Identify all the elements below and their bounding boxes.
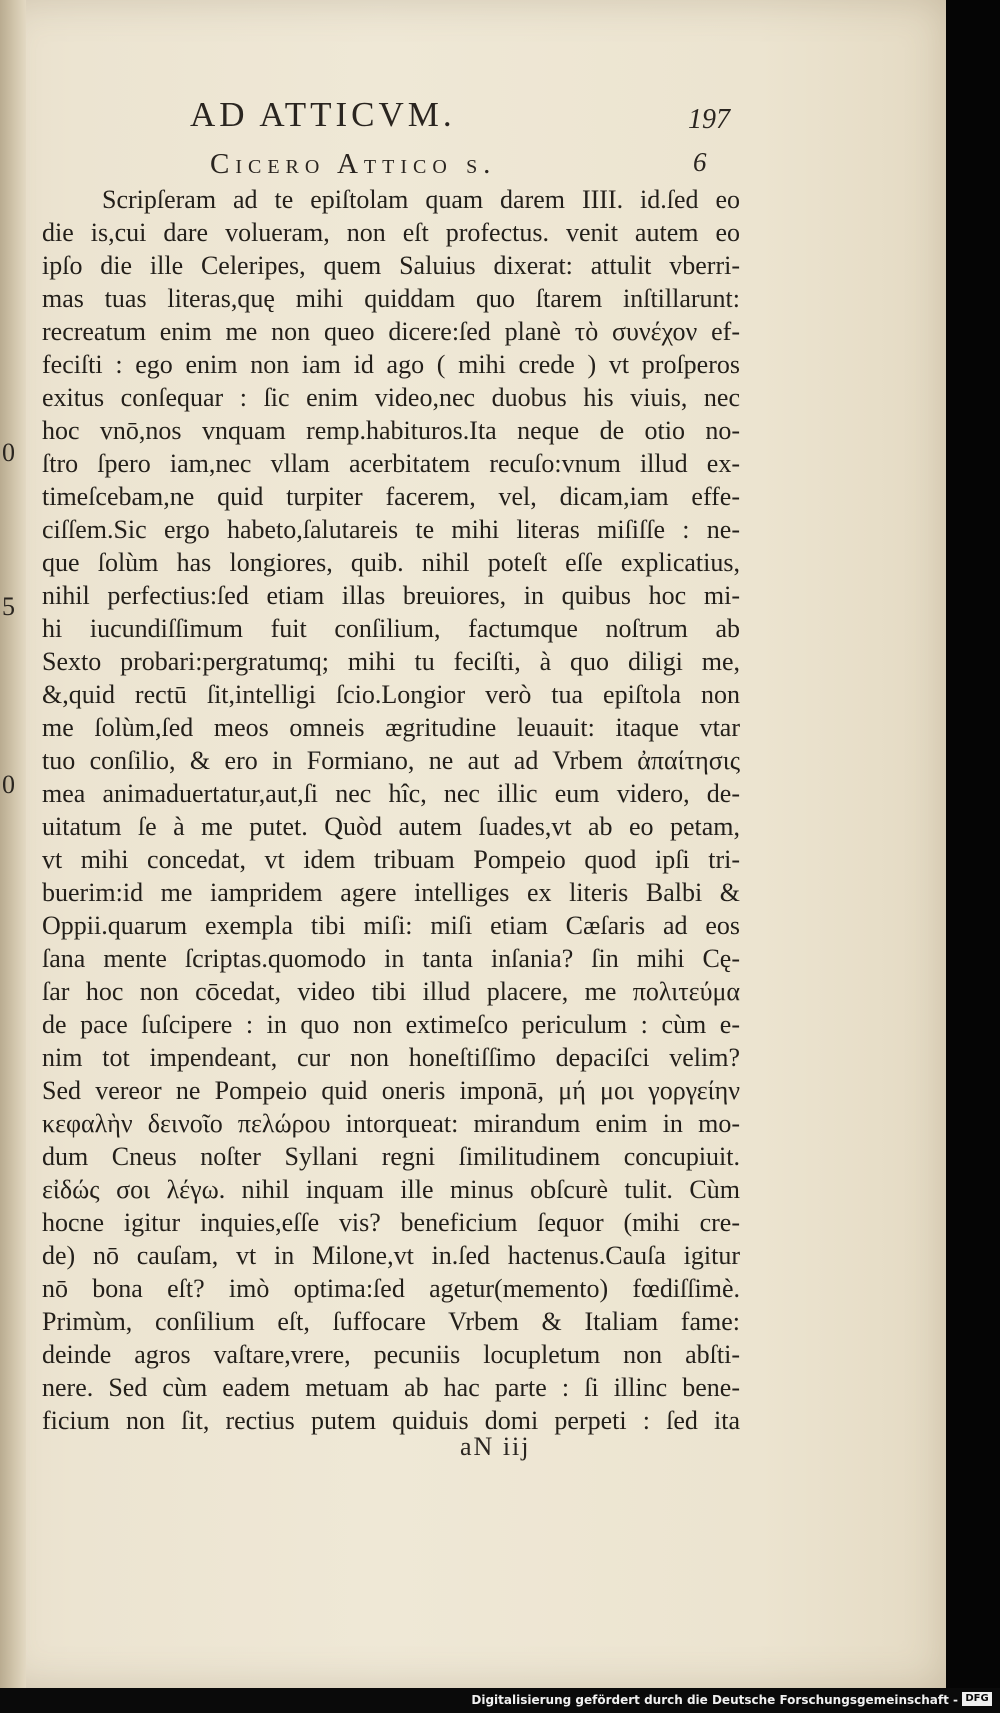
text-line: Sexto probari:pergratumq; mihi tu feciſti, à quo diligi me, [42,647,740,676]
text-line: de pace ſuſcipere : in quo non extimeſco periculum : cùm e- [42,1010,740,1039]
text-line: ſar hoc non cōcedat, video tibi illud placere, me πολιτεύμα [42,977,740,1006]
text-line: tuo conſilio, & ero in Formiano, ne aut ad Vrbem ἀπαίτησις [42,746,740,775]
text-line: que ſolùm has longiores, quib. nihil poteſt eſſe explicatius, [42,548,740,577]
text-line: nere. Sed cùm eadem metuam ab hac parte : ſi illinc bene- [42,1373,740,1402]
text-line: nō bona eſt? imò optima:ſed agetur(memento) fœdiſſimè. [42,1274,740,1303]
text-line: mas tuas literas,quę mihi quiddam quo ſtarem inſtillarunt: [42,284,740,313]
margin-mark: 0 [2,770,15,799]
digitization-credit: Digitalisierung gefördert durch die Deutsche Forschungsgemeinschaft - [471,1693,958,1707]
text-line: hi iucundiſſimum fuit conſilium, factumque noſtrum ab [42,614,740,643]
letter-number: 6 [693,147,707,177]
text-line: exitus conſequar : ſic enim video,nec duobus his viuis, nec [42,383,740,412]
text-line: nim tot impendeant, cur non honeſtiſſimo depaciſci velim? [42,1043,740,1072]
text-line: &,quid rectū ſit,intelligi ſcio.Longior verò tua epiſtola non [42,680,740,709]
text-line: dum Cneus noſter Syllani regni ſimilitudinem concupiuit. [42,1142,740,1171]
page-number: 197 [688,104,730,135]
text-line: recreatum enim me non queo dicere:ſed planè τὸ συνέχον ef- [42,317,740,346]
binding-gutter [0,0,26,1688]
text-line: deinde agros vaſtare,vrere, pecuniis locupletum non abſti- [42,1340,740,1369]
text-line: ipſo die ille Celeripes, quem Saluius dixerat: attulit vberri- [42,251,740,280]
text-line: me ſolùm,ſed meos omneis ægritudine leuauit: itaque vtar [42,713,740,742]
signature-mark: aN iij [460,1432,531,1461]
letter-title: Cicero Attico s. [210,148,497,180]
text-line: nihil perfectius:ſed etiam illas breuiores, in quibus hoc mi- [42,581,740,610]
text-line: de) nō cauſam, vt in Milone,vt in.ſed hactenus.Cauſa igitur [42,1241,740,1270]
text-line: ciſſem.Sic ergo habeto,ſalutareis te mihi literas miſiſſe : ne- [42,515,740,544]
text-line: κεφαλὴν δεινοῖο πελώρου intorqueat: mirandum enim in mo- [42,1109,740,1138]
page-edge-shadow [946,0,1000,1688]
text-line: εἰδώς σοι λέγω. nihil inquam ille minus obſcurè tulit. Cùm [42,1175,740,1204]
running-head: AD ATTICVM. [190,95,456,134]
text-line: Sed vereor ne Pompeio quid oneris imponā, μή μοι γοργείην [42,1076,740,1105]
text-line: hoc vnō,nos vnquam remp.habituros.Ita neque de otio no- [42,416,740,445]
text-line: feciſti : ego enim non iam id ago ( mihi crede ) vt proſperos [42,350,740,379]
text-line: ſana mente ſcriptas.quomodo in tanta inſania? ſin mihi Cę- [42,944,740,973]
text-line: vt mihi concedat, vt idem tribuam Pompeio quod ipſi tri- [42,845,740,874]
text-line: timeſcebam,ne quid turpiter facerem, vel, dicam,iam effe- [42,482,740,511]
text-line: Primùm, conſilium eſt, ſuffocare Vrbem & Italiam fame: [42,1307,740,1336]
text-line: ſtro ſpero iam,nec vllam acerbitatem recuſo:vnum illud ex- [42,449,740,478]
dfg-logo: DFG [962,1692,992,1706]
text-line: die is,cui dare volueram, non eſt profectus. venit autem eo [42,218,740,247]
text-line: mea animaduertatur,aut,ſi nec hîc, nec illic eum videro, de- [42,779,740,808]
text-line: Oppii.quarum exempla tibi miſi: miſi etiam Cæſaris ad eos [42,911,740,940]
text-line: uitatum ſe à me putet. Quòd autem ſuades,vt ab eo petam, [42,812,740,841]
text-line: Scripſeram ad te epiſtolam quam darem IIII. id.ſed eo [102,185,740,214]
text-line: hocne igitur inquies,eſſe vis? beneficium ſequor (mihi cre- [42,1208,740,1237]
text-line: ficium non ſit, rectius putem quiduis domi perpeti : ſed ita [42,1406,740,1435]
margin-mark: 5 [2,592,15,621]
margin-mark: 0 [2,438,15,467]
text-line: buerim:id me iampridem agere intelliges ex literis Balbi & [42,878,740,907]
